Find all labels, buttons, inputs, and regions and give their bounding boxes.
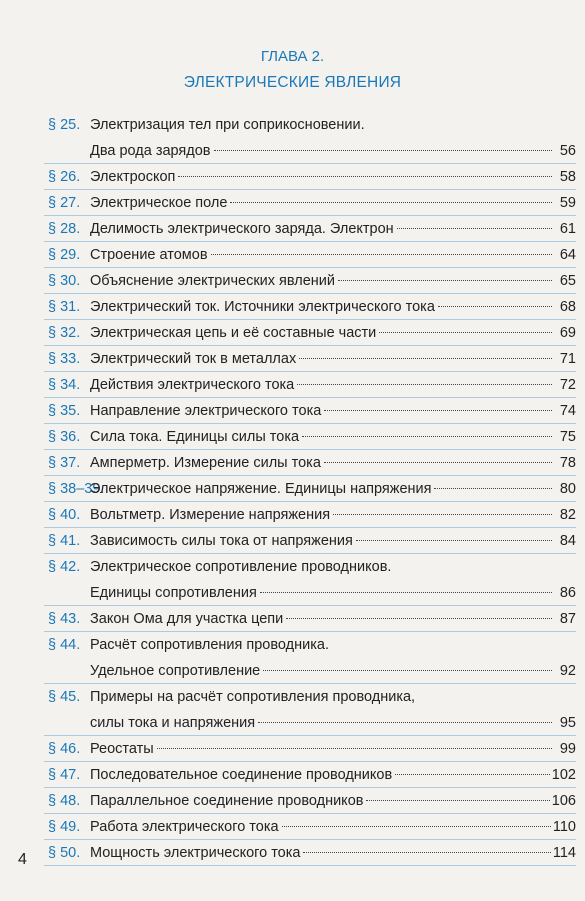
entry-page: 102 (551, 767, 576, 783)
entry-title: Удельное сопротивление (90, 663, 261, 679)
toc-entry[interactable] (48, 424, 576, 450)
toc-entry[interactable] (48, 268, 576, 294)
dot-leader (302, 436, 552, 437)
entry-body (90, 554, 576, 606)
dot-leader (260, 592, 552, 593)
entry-line (90, 320, 576, 346)
entry-title: Амперметр. Измерение силы тока (90, 455, 321, 471)
toc-entry[interactable] (48, 554, 576, 606)
entry-body (90, 242, 576, 268)
entry-body (90, 346, 576, 372)
entry-title: Примеры на расчёт сопротивления проводника, (90, 689, 416, 705)
section-number: § 34. (48, 377, 81, 393)
toc-entry[interactable] (48, 762, 576, 788)
chapter-title: ЭЛЕКТРИЧЕСКИЕ ЯВЛЕНИЯ (183, 74, 402, 91)
entry-title: Направление электрического тока (90, 403, 322, 419)
entry-title: Электроскоп (90, 169, 176, 185)
entry-line (90, 398, 576, 424)
entry-title: Электрическое сопротивление проводников. (90, 559, 392, 575)
toc-entry[interactable] (48, 294, 576, 320)
section-number: § 42. (48, 559, 81, 575)
toc-entry[interactable] (48, 632, 576, 684)
entry-body (90, 762, 576, 788)
dot-leader (297, 384, 552, 385)
entry-page: 59 (559, 195, 576, 211)
dot-leader (333, 514, 552, 515)
toc-entry[interactable] (48, 242, 576, 268)
entry-line (90, 164, 576, 190)
dot-leader (282, 826, 551, 827)
dot-leader (434, 488, 552, 489)
entry-page: 110 (552, 819, 576, 835)
section-number: § 33. (48, 351, 81, 367)
toc-entry[interactable] (48, 840, 576, 866)
dot-leader (299, 358, 552, 359)
toc-entry[interactable] (48, 216, 576, 242)
entry-body (90, 372, 576, 398)
entry-body (90, 398, 576, 424)
entry-line (90, 606, 576, 632)
toc-entry[interactable] (48, 528, 576, 554)
entry-page: 84 (559, 533, 576, 549)
toc-entry[interactable] (48, 606, 576, 632)
entry-body (90, 840, 576, 866)
entry-page: 87 (559, 611, 576, 627)
entry-title: Последовательное соединение проводников (90, 767, 393, 783)
entry-page: 74 (559, 403, 576, 419)
entry-page: 80 (559, 481, 576, 497)
section-number: § 30. (48, 273, 81, 289)
entry-body (90, 684, 576, 736)
dot-leader (214, 150, 552, 151)
section-number: § 41. (48, 533, 81, 549)
chapter-number: ГЛАВА 2. (260, 48, 325, 65)
entry-title: Строение атомов (90, 247, 208, 263)
section-number: § 29. (48, 247, 81, 263)
page-number: 4 (18, 851, 27, 868)
entry-line (90, 814, 576, 840)
entry-page: 64 (559, 247, 576, 263)
entry-body (90, 814, 576, 840)
entry-title: Электрическое поле (90, 195, 228, 211)
entry-body (90, 632, 576, 684)
section-number: § 28. (48, 221, 81, 237)
entry-page: 75 (559, 429, 576, 445)
dot-leader (379, 332, 552, 333)
entry-body (90, 788, 576, 814)
section-number: § 46. (48, 741, 81, 757)
entry-title: Электрический ток в металлах (90, 351, 297, 367)
entry-page: 86 (559, 585, 576, 601)
section-number: § 43. (48, 611, 81, 627)
toc-entry[interactable] (48, 398, 576, 424)
section-number: § 37. (48, 455, 81, 471)
dot-leader (258, 722, 552, 723)
dot-leader (263, 670, 552, 671)
toc-entry[interactable] (48, 814, 576, 840)
entry-body (90, 320, 576, 346)
section-number: § 45. (48, 689, 81, 705)
dot-leader (178, 176, 552, 177)
entry-title: Объяснение электрических явлений (90, 273, 335, 289)
entry-separator (44, 865, 576, 866)
entry-body (90, 606, 576, 632)
entry-title: Электрическое напряжение. Единицы напряжения (90, 481, 432, 497)
entry-page: 65 (559, 273, 576, 289)
section-number: § 50. (48, 845, 81, 861)
entry-body (90, 216, 576, 242)
section-number: § 44. (48, 637, 81, 653)
entry-line (90, 658, 576, 684)
entry-page: 72 (559, 377, 576, 393)
entry-line (90, 762, 576, 788)
section-number: § 36. (48, 429, 81, 445)
entry-line (90, 450, 576, 476)
entry-page: 58 (559, 169, 576, 185)
toc-entry[interactable] (48, 684, 576, 736)
entry-title: Два рода зарядов (90, 143, 211, 159)
entry-page: 92 (559, 663, 576, 679)
entry-body (90, 112, 576, 164)
toc-entry[interactable] (48, 450, 576, 476)
entry-body (90, 450, 576, 476)
entry-line (90, 372, 576, 398)
section-number: § 27. (48, 195, 81, 211)
entry-title: силы тока и напряжения (90, 715, 256, 731)
section-number: § 38–39. (48, 481, 105, 497)
dot-leader (356, 540, 552, 541)
entry-body (90, 190, 576, 216)
entry-line (90, 216, 576, 242)
entry-title: Вольтметр. Измерение напряжения (90, 507, 331, 523)
entry-line (90, 710, 576, 736)
entry-title: Параллельное соединение проводников (90, 793, 364, 809)
entry-page: 95 (559, 715, 576, 731)
entry-body (90, 476, 576, 502)
entry-line (90, 424, 576, 450)
entry-line (90, 736, 576, 762)
table-of-contents (48, 112, 576, 866)
dot-leader (157, 748, 552, 749)
entry-line (90, 138, 576, 164)
dot-leader (286, 618, 552, 619)
entry-line (90, 788, 576, 814)
dot-leader (438, 306, 552, 307)
entry-page: 82 (559, 507, 576, 523)
dot-leader (338, 280, 552, 281)
toc-entry[interactable] (48, 320, 576, 346)
entry-title: Электрический ток. Источники электрического тока (90, 299, 435, 315)
toc-entry[interactable] (48, 476, 576, 502)
section-number: § 32. (48, 325, 81, 341)
section-number: § 47. (48, 767, 81, 783)
entry-line (90, 268, 576, 294)
entry-line (90, 112, 576, 138)
entry-title: Зависимость силы тока от напряжения (90, 533, 353, 549)
entry-title: Расчёт сопротивления проводника. (90, 637, 329, 653)
entry-page: 61 (559, 221, 576, 237)
entry-page: 56 (559, 143, 576, 159)
entry-body (90, 268, 576, 294)
entry-line (90, 632, 576, 658)
entry-line (90, 840, 576, 866)
entry-title: Действия электрического тока (90, 377, 295, 393)
section-number: § 26. (48, 169, 81, 185)
toc-entry[interactable] (48, 112, 576, 164)
entry-title: Единицы сопротивления (90, 585, 257, 601)
entry-page: 78 (559, 455, 576, 471)
entry-title: Сила тока. Единицы силы тока (90, 429, 300, 445)
section-number: § 48. (48, 793, 81, 809)
entry-page: 106 (551, 793, 576, 809)
entry-body (90, 294, 576, 320)
entry-title: Делимость электрического заряда. Электрон (90, 221, 394, 237)
toc-entry[interactable] (48, 736, 576, 762)
entry-page: 71 (559, 351, 576, 367)
entry-line (90, 294, 576, 320)
entry-line (90, 684, 576, 710)
entry-page: 68 (559, 299, 576, 315)
entry-body (90, 528, 576, 554)
toc-entry[interactable] (48, 346, 576, 372)
section-number: § 49. (48, 819, 81, 835)
entry-page: 99 (559, 741, 576, 757)
entry-body (90, 736, 576, 762)
toc-entry[interactable] (48, 372, 576, 398)
section-number: § 25. (48, 117, 81, 133)
entry-line (90, 476, 576, 502)
dot-leader (366, 800, 549, 801)
section-number: § 40. (48, 507, 81, 523)
entry-line (90, 242, 576, 268)
toc-entry[interactable] (48, 190, 576, 216)
entry-line (90, 580, 576, 606)
entry-body (90, 164, 576, 190)
entry-line (90, 554, 576, 580)
entry-page: 114 (552, 845, 576, 861)
entry-title: Закон Ома для участка цепи (90, 611, 284, 627)
section-number: § 31. (48, 299, 81, 315)
toc-entry[interactable] (48, 788, 576, 814)
entry-line (90, 346, 576, 372)
dot-leader (303, 852, 550, 853)
dot-leader (324, 410, 552, 411)
dot-leader (395, 774, 550, 775)
entry-body (90, 424, 576, 450)
entry-page: 69 (559, 325, 576, 341)
entry-line (90, 528, 576, 554)
section-number: § 35. (48, 403, 81, 419)
entry-title: Работа электрического тока (90, 819, 279, 835)
dot-leader (324, 462, 552, 463)
toc-entry[interactable] (48, 502, 576, 528)
entry-title: Электрическая цепь и её составные части (90, 325, 377, 341)
entry-title: Реостаты (90, 741, 154, 757)
dot-leader (230, 202, 552, 203)
dot-leader (211, 254, 552, 255)
toc-entry[interactable] (48, 164, 576, 190)
entry-line (90, 190, 576, 216)
dot-leader (397, 228, 552, 229)
entry-title: Электризация тел при соприкосновении. (90, 117, 365, 133)
entry-title: Мощность электрического тока (90, 845, 301, 861)
entry-body (90, 502, 576, 528)
entry-line (90, 502, 576, 528)
